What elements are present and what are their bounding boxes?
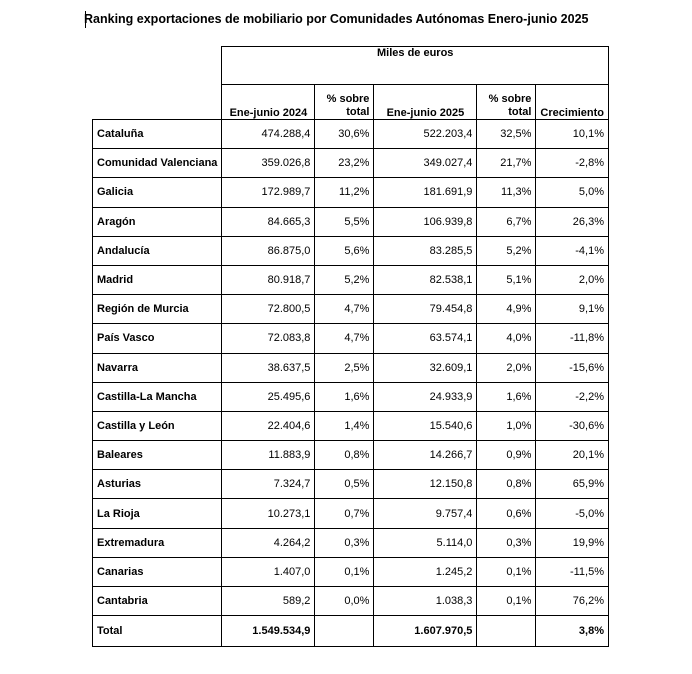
growth: -30,6%	[536, 411, 609, 440]
region-name: Región de Murcia	[93, 295, 222, 324]
growth: -2,8%	[536, 149, 609, 178]
value-2024: 11.883,9	[222, 441, 315, 470]
total-pct-2024-empty	[315, 616, 374, 647]
region-name: Extremadura	[93, 528, 222, 557]
table-row	[93, 324, 609, 353]
growth: 2,0%	[536, 265, 609, 294]
growth: 76,2%	[536, 587, 609, 616]
value-2024: 22.404,6	[222, 411, 315, 440]
region-name: Castilla-La Mancha	[93, 382, 222, 411]
growth: -11,5%	[536, 557, 609, 586]
pct-2025: 0,6%	[477, 499, 536, 528]
value-2024: 72.800,5	[222, 295, 315, 324]
value-2024: 10.273,1	[222, 499, 315, 528]
region-name: Canarias	[93, 557, 222, 586]
growth: 10,1%	[536, 120, 609, 149]
value-2024: 7.324,7	[222, 470, 315, 499]
table-row	[93, 587, 609, 616]
value-2025: 5.114,0	[374, 528, 477, 557]
pct-2025: 0,9%	[477, 441, 536, 470]
growth: -5,0%	[536, 499, 609, 528]
pct-2024: 23,2%	[315, 149, 374, 178]
region-name: Castilla y León	[93, 411, 222, 440]
total-2024: 1.549.534,9	[222, 616, 315, 647]
total-2025: 1.607.970,5	[374, 616, 477, 647]
pct-2024: 5,2%	[315, 265, 374, 294]
pct-2024: 0,7%	[315, 499, 374, 528]
table-row	[93, 411, 609, 440]
value-2025: 14.266,7	[374, 441, 477, 470]
region-name: Cataluña	[93, 120, 222, 149]
value-2024: 172.989,7	[222, 178, 315, 207]
growth: 65,9%	[536, 470, 609, 499]
pct-2025: 2,0%	[477, 353, 536, 382]
growth: -2,2%	[536, 382, 609, 411]
pct-2024: 30,6%	[315, 120, 374, 149]
table-row	[93, 353, 609, 382]
header-2025: Ene-junio 2025	[374, 85, 477, 120]
growth: 9,1%	[536, 295, 609, 324]
header-blank-cell	[93, 47, 222, 85]
value-2025: 181.691,9	[374, 178, 477, 207]
pct-2024: 4,7%	[315, 295, 374, 324]
value-2025: 83.285,5	[374, 236, 477, 265]
region-name: Cantabria	[93, 587, 222, 616]
region-name: Aragón	[93, 207, 222, 236]
header-growth: Crecimiento	[536, 85, 609, 120]
growth: -15,6%	[536, 353, 609, 382]
header-unit-row	[93, 47, 609, 85]
pct-2024: 11,2%	[315, 178, 374, 207]
value-2024: 84.665,3	[222, 207, 315, 236]
value-2024: 4.264,2	[222, 528, 315, 557]
header-2024: Ene-junio 2024	[222, 85, 315, 120]
total-label: Total	[93, 616, 222, 647]
unit-header: Miles de euros	[222, 47, 609, 85]
pct-2024: 0,3%	[315, 528, 374, 557]
value-2024: 25.495,6	[222, 382, 315, 411]
pct-2025: 1,6%	[477, 382, 536, 411]
header-pct-2025	[477, 85, 536, 120]
pct-2024: 5,6%	[315, 236, 374, 265]
exports-table	[92, 46, 609, 647]
pct-2024: 1,4%	[315, 411, 374, 440]
growth: 5,0%	[536, 178, 609, 207]
header-columns-row	[93, 85, 609, 120]
table-row	[93, 295, 609, 324]
table-row	[93, 382, 609, 411]
region-name: Galicia	[93, 178, 222, 207]
table-row	[93, 178, 609, 207]
value-2025: 24.933,9	[374, 382, 477, 411]
header-pct-2025-line2: total	[508, 106, 532, 118]
header-pct-2025-line1: % sobre	[488, 93, 532, 105]
growth: -4,1%	[536, 236, 609, 265]
pct-2025: 11,3%	[477, 178, 536, 207]
table-row	[93, 120, 609, 149]
header-pct-2024-line2: total	[346, 106, 370, 118]
value-2025: 349.027,4	[374, 149, 477, 178]
pct-2025: 21,7%	[477, 149, 536, 178]
region-name: Andalucía	[93, 236, 222, 265]
total-growth: 3,8%	[536, 616, 609, 647]
region-name: Madrid	[93, 265, 222, 294]
value-2025: 1.038,3	[374, 587, 477, 616]
pct-2025: 32,5%	[477, 120, 536, 149]
table-row	[93, 557, 609, 586]
pct-2024: 2,5%	[315, 353, 374, 382]
table-row	[93, 528, 609, 557]
value-2025: 522.203,4	[374, 120, 477, 149]
value-2025: 12.150,8	[374, 470, 477, 499]
region-name: Asturias	[93, 470, 222, 499]
value-2025: 63.574,1	[374, 324, 477, 353]
table-row	[93, 441, 609, 470]
region-name: Navarra	[93, 353, 222, 382]
pct-2024: 0,1%	[315, 557, 374, 586]
region-name: La Rioja	[93, 499, 222, 528]
pct-2025: 4,9%	[477, 295, 536, 324]
pct-2025: 1,0%	[477, 411, 536, 440]
value-2024: 38.637,5	[222, 353, 315, 382]
growth: 19,9%	[536, 528, 609, 557]
table-row	[93, 149, 609, 178]
growth: 20,1%	[536, 441, 609, 470]
region-name: País Vasco	[93, 324, 222, 353]
value-2024: 359.026,8	[222, 149, 315, 178]
value-2025: 79.454,8	[374, 295, 477, 324]
pct-2024: 0,5%	[315, 470, 374, 499]
total-pct-2025-empty	[477, 616, 536, 647]
pct-2025: 0,1%	[477, 557, 536, 586]
value-2025: 1.245,2	[374, 557, 477, 586]
header-pct-2024	[315, 85, 374, 120]
value-2024: 474.288,4	[222, 120, 315, 149]
pct-2024: 0,8%	[315, 441, 374, 470]
total-row	[93, 616, 609, 647]
region-name: Comunidad Valenciana	[93, 149, 222, 178]
pct-2025: 6,7%	[477, 207, 536, 236]
pct-2025: 0,3%	[477, 528, 536, 557]
pct-2024: 5,5%	[315, 207, 374, 236]
growth: -11,8%	[536, 324, 609, 353]
pct-2024: 1,6%	[315, 382, 374, 411]
table-row	[93, 207, 609, 236]
pct-2025: 0,8%	[477, 470, 536, 499]
value-2025: 15.540,6	[374, 411, 477, 440]
header-blank-cell	[93, 85, 222, 120]
value-2024: 589,2	[222, 587, 315, 616]
value-2025: 106.939,8	[374, 207, 477, 236]
pct-2024: 0,0%	[315, 587, 374, 616]
value-2024: 80.918,7	[222, 265, 315, 294]
table-row	[93, 499, 609, 528]
growth: 26,3%	[536, 207, 609, 236]
page-title: Ranking exportaciones de mobiliario por Comunidades Autónomas Enero-junio 2025	[84, 12, 589, 26]
value-2025: 9.757,4	[374, 499, 477, 528]
region-name: Baleares	[93, 441, 222, 470]
table-row	[93, 236, 609, 265]
value-2025: 32.609,1	[374, 353, 477, 382]
pct-2025: 5,1%	[477, 265, 536, 294]
pct-2025: 5,2%	[477, 236, 536, 265]
pct-2024: 4,7%	[315, 324, 374, 353]
header-pct-2024-line1: % sobre	[326, 93, 370, 105]
pct-2025: 4,0%	[477, 324, 536, 353]
table-row	[93, 470, 609, 499]
value-2025: 82.538,1	[374, 265, 477, 294]
value-2024: 72.083,8	[222, 324, 315, 353]
value-2024: 1.407,0	[222, 557, 315, 586]
value-2024: 86.875,0	[222, 236, 315, 265]
table-row	[93, 265, 609, 294]
pct-2025: 0,1%	[477, 587, 536, 616]
